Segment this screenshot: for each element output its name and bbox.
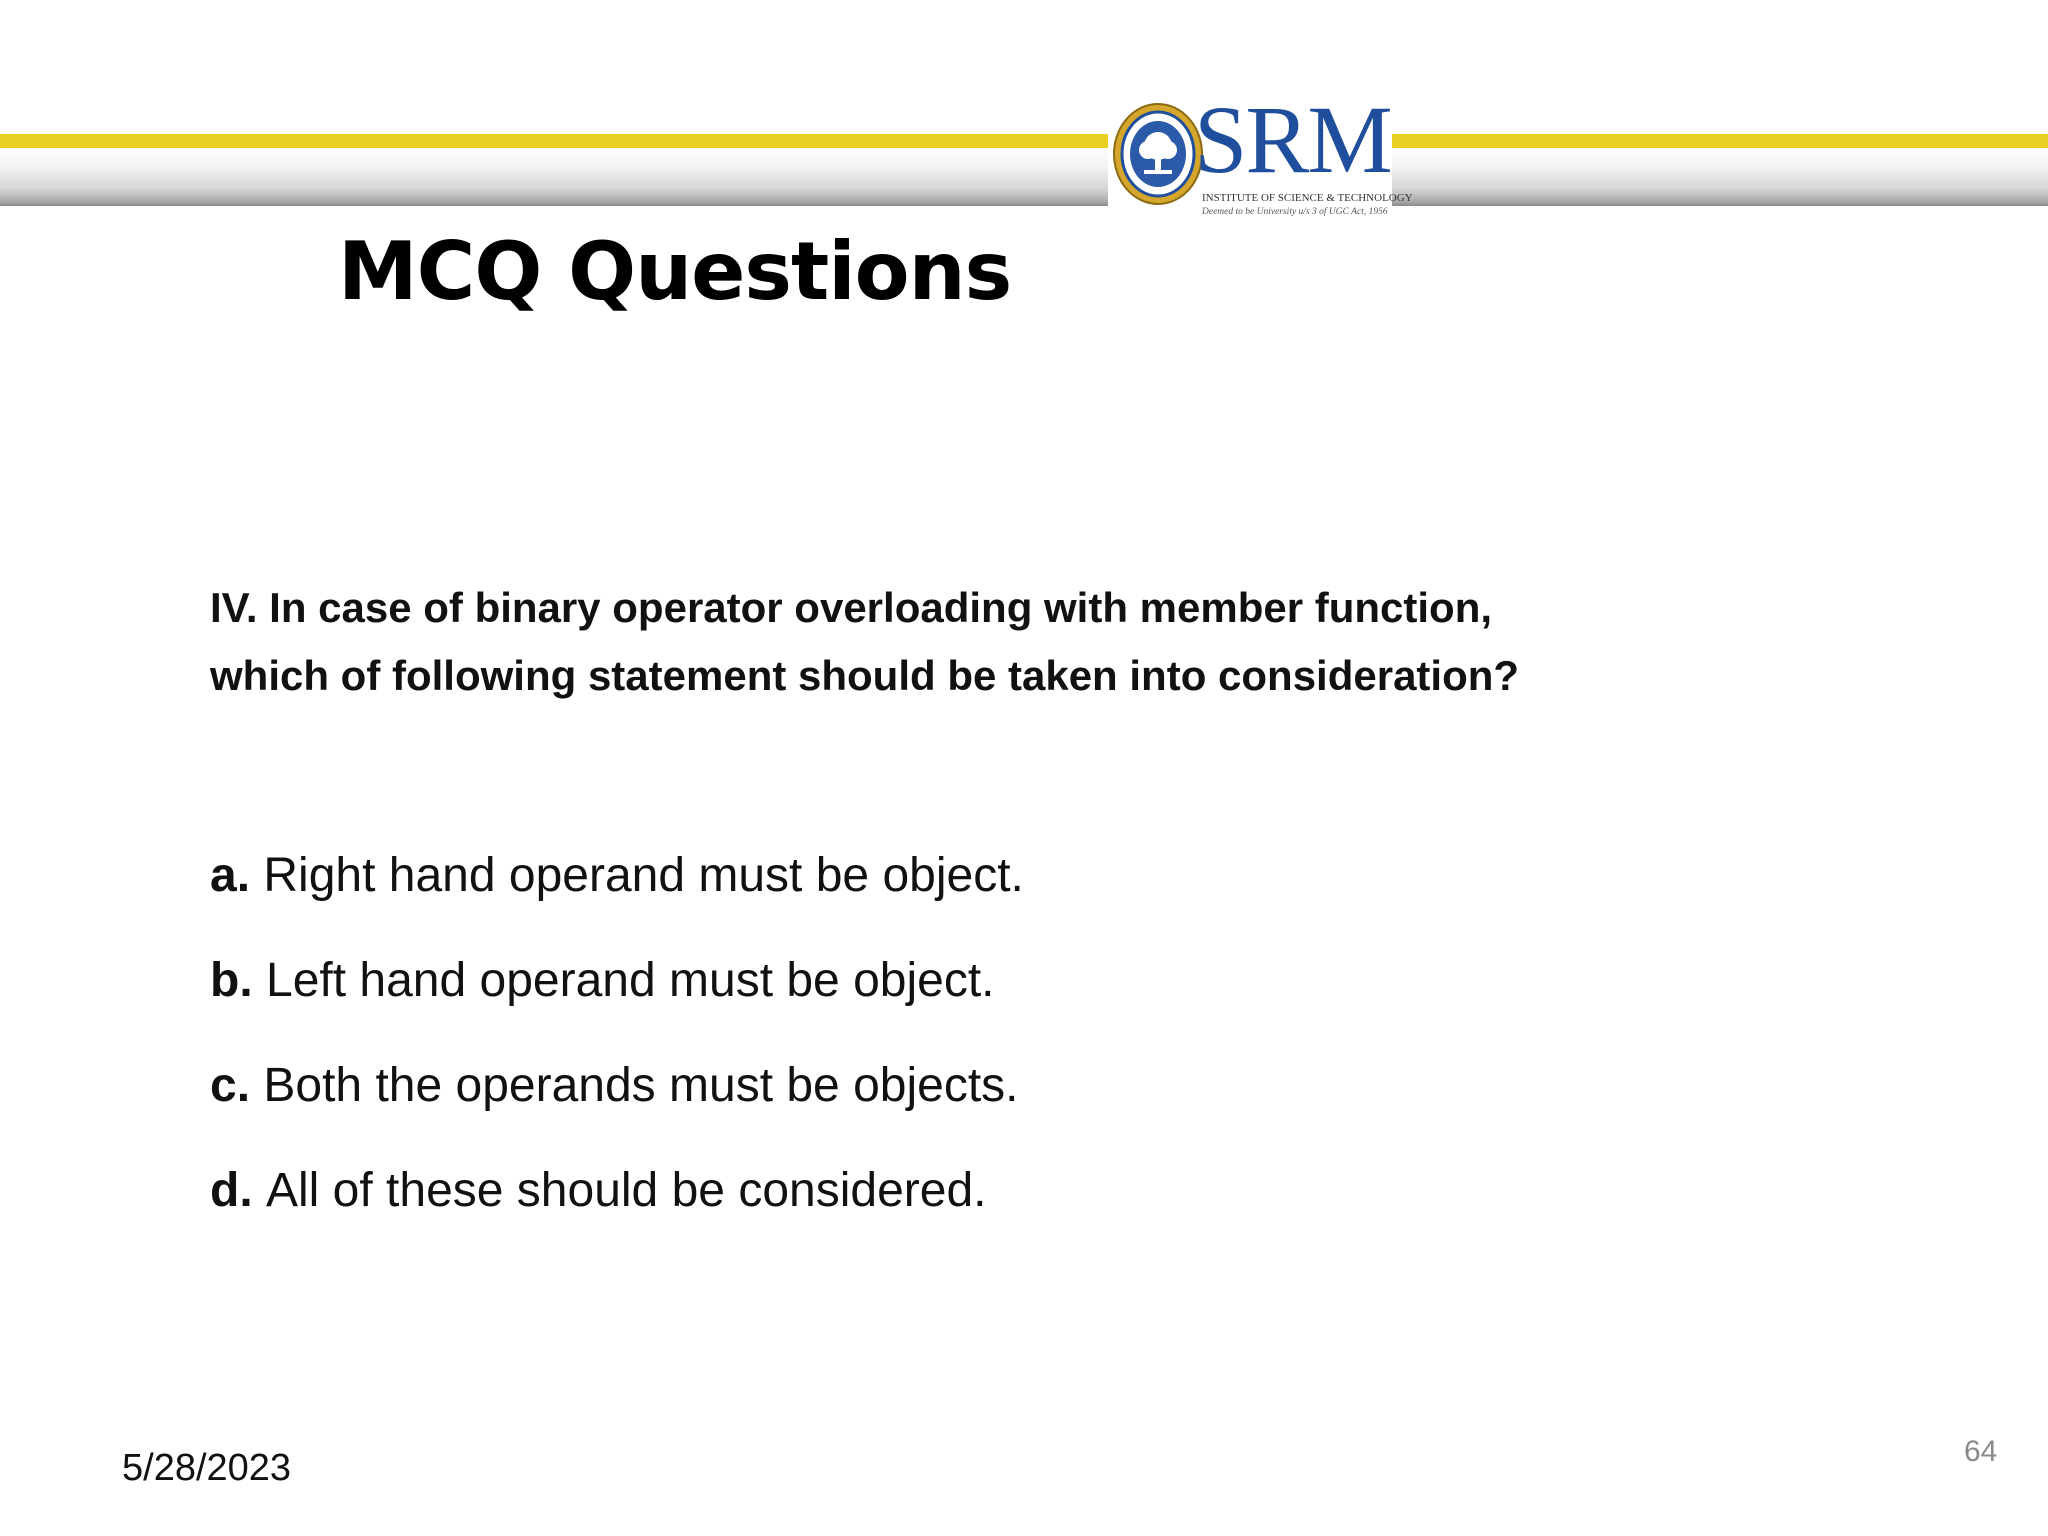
- option-b: [210, 945, 1810, 1050]
- answer-options: [210, 840, 1810, 1260]
- question-line-1: IV. In case of binary operator overloading with member function,: [210, 584, 1493, 631]
- option-letter: d.: [210, 1164, 266, 1217]
- header-grey-band: [0, 148, 2048, 206]
- option-text: Both the operands must be objects.: [263, 1059, 1019, 1112]
- option-text: Right hand operand must be object.: [263, 849, 1024, 902]
- logo-wordmark: SRM: [1194, 86, 1391, 193]
- slide-page-number: 64: [1964, 1435, 1998, 1468]
- slide-date: 5/28/2023: [122, 1447, 292, 1489]
- option-text: Left hand operand must be object.: [266, 954, 995, 1007]
- option-a: [210, 840, 1810, 945]
- option-d: [210, 1155, 1810, 1260]
- header-yellow-band: [0, 134, 2048, 148]
- option-c: [210, 1050, 1810, 1155]
- option-letter: a.: [210, 849, 264, 902]
- university-seal-icon: [1110, 100, 1206, 208]
- logo-subtitle: INSTITUTE OF SCIENCE & TECHNOLOGY: [1202, 192, 1413, 204]
- question-line-2: which of following statement should be taken into consideration?: [210, 652, 1520, 699]
- logo-tagline: Deemed to be University u/s 3 of UGC Act, 1956: [1202, 207, 1388, 217]
- option-letter: b.: [210, 954, 266, 1007]
- slide-title: MCQ Questions: [338, 225, 1012, 318]
- option-letter: c.: [210, 1059, 264, 1112]
- question-text: [210, 574, 1830, 710]
- option-text: All of these should be considered.: [266, 1164, 987, 1217]
